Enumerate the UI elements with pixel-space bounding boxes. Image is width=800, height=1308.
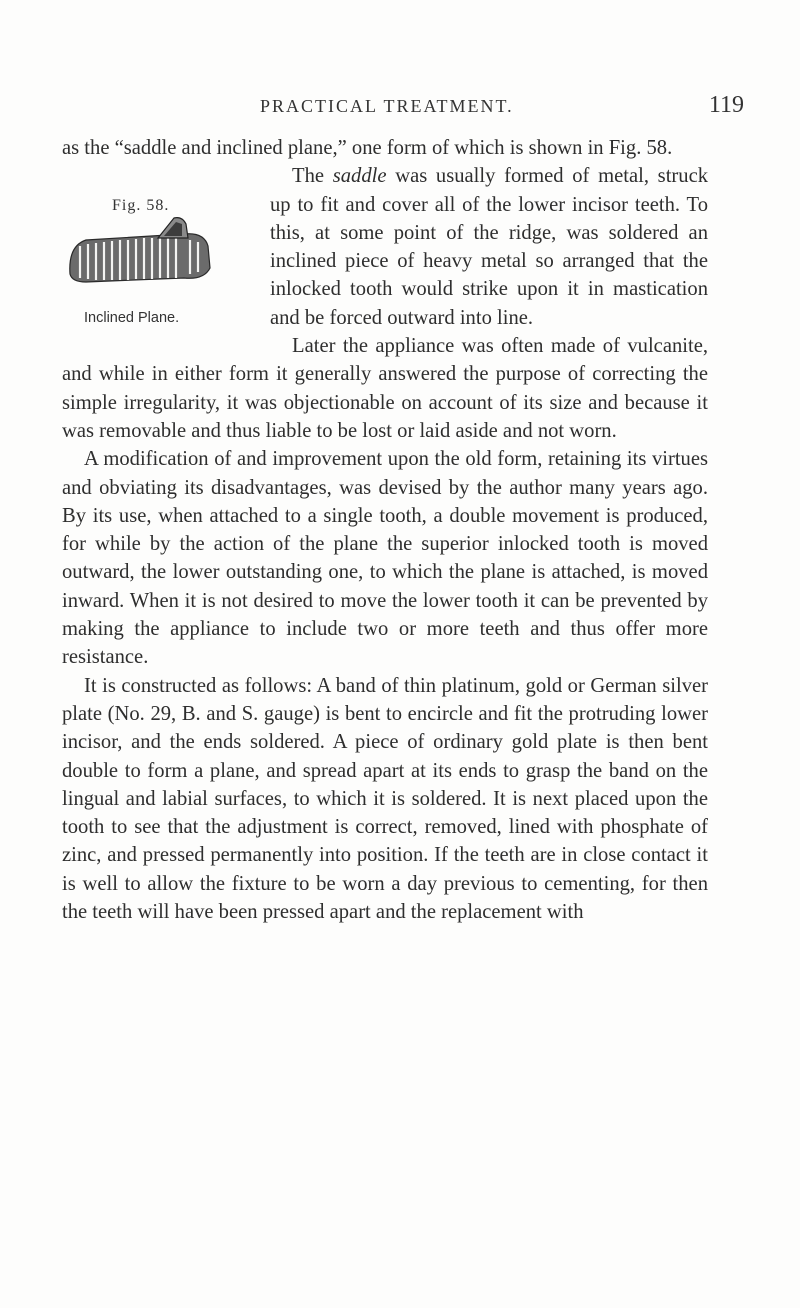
figure-caption: Inclined Plane. xyxy=(84,310,180,327)
running-head xyxy=(60,92,760,122)
running-title: PRACTICAL TREATMENT. xyxy=(260,96,514,116)
paragraph-2-lead: The xyxy=(292,165,333,188)
figure-label: Fig. 58. xyxy=(112,197,170,215)
inclined-plane-illustration xyxy=(64,216,214,296)
paragraph-1: as the “saddle and inclined plane,” one form of which is shown in Fig. 58. xyxy=(62,137,673,159)
saddle-term: saddle xyxy=(332,165,387,188)
page-number: 119 xyxy=(708,92,744,118)
paragraph-5: It is constructed as follows: A band of thin platinum, gold or German silver plate (No. 29, B. and S. gauge) is bent to encircle and fit the protruding lower incisor, and the ends soldered. A piece of ordinary gold plate is then bent double to form a plane, and spread apart at its ends to grasp the band on the lingual and labial surfaces, to which it is soldered. It is next placed upon the tooth to see that the adjustment is correct, removed, lined with phosphate of zinc, and pressed permanently into position. If the teeth are in close contact it is well to allow the fixture to be worn a day previous to cementing, for then the teeth will have been pressed apart and the replacement with xyxy=(62,674,708,924)
body-text xyxy=(62,134,708,926)
paragraph-2-text: was usually formed of metal, struck up to fit and cover all of the lower incisor teeth. To this, at some point of the ridge, was soldered an inclined piece of heavy metal so arranged that the inlocked tooth would strike upon it in mastication and be forced outward into line. xyxy=(270,165,709,329)
paragraph-2 xyxy=(62,162,708,332)
figure-58 xyxy=(60,192,260,336)
paragraph-3: Later the appliance was often made of vulcanite, and while in either form it generally answered the purpose of correcting the simple irregularity, it was objectionable on account of its size and because it was removable and thus liable to be lost or laid aside and not worn. xyxy=(62,335,708,442)
paragraph-4: A modification of and improvement upon the old form, retaining its virtues and obviating its disadvantages, was devised by the author many years ago. By its use, when attached to a single tooth, a double movement is produced, for while by the action of the plane the superior inlocked tooth is moved outward, the lower outstanding one, to which the plane is attached, is moved inward. When it is not desired to move the lower tooth it can be prevented by making the appliance to include two or more teeth and thus offer more resistance. xyxy=(62,448,708,669)
